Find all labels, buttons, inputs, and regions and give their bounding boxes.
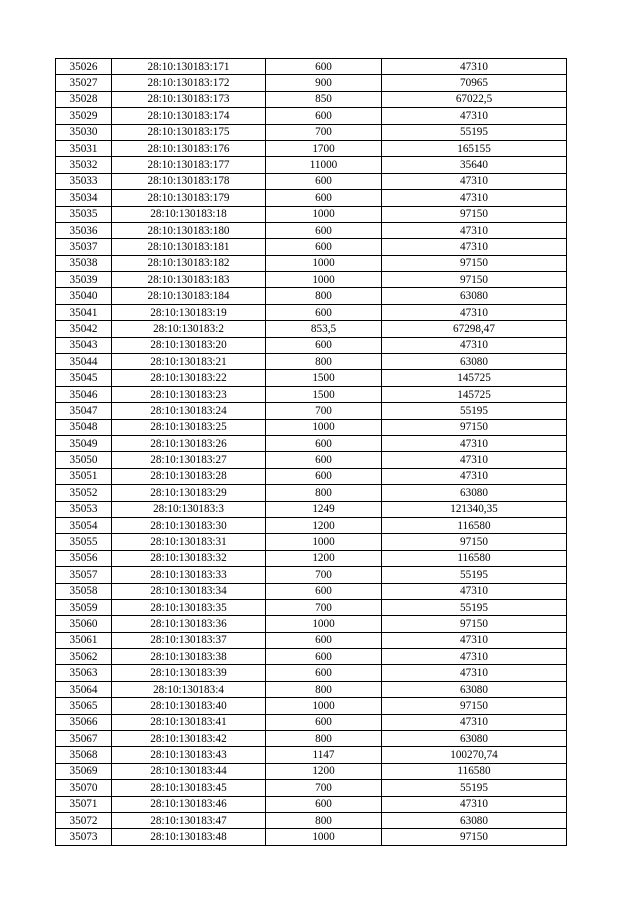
data-table (55, 58, 567, 846)
row-number-cell: 35027 (56, 75, 112, 91)
row-number-cell: 35055 (56, 534, 112, 550)
table-row (56, 91, 567, 107)
cadastral-number-cell: 28:10:130183:37 (112, 632, 266, 648)
value-cell: 165155 (382, 140, 567, 156)
row-number-cell: 35063 (56, 665, 112, 681)
area-cell: 11000 (266, 157, 382, 173)
area-cell: 1000 (266, 698, 382, 714)
cadastral-number-cell: 28:10:130183:173 (112, 91, 266, 107)
value-cell: 47310 (382, 222, 567, 238)
value-cell: 55195 (382, 567, 567, 583)
area-cell: 600 (266, 239, 382, 255)
cadastral-number-cell: 28:10:130183:38 (112, 649, 266, 665)
value-cell: 97150 (382, 616, 567, 632)
area-cell: 600 (266, 714, 382, 730)
table-row (56, 763, 567, 779)
row-number-cell: 35042 (56, 321, 112, 337)
area-cell: 800 (266, 812, 382, 828)
area-cell: 600 (266, 337, 382, 353)
cadastral-number-cell: 28:10:130183:31 (112, 534, 266, 550)
row-number-cell: 35060 (56, 616, 112, 632)
area-cell: 600 (266, 173, 382, 189)
cadastral-number-cell: 28:10:130183:48 (112, 829, 266, 845)
table-row (56, 403, 567, 419)
table-body (56, 59, 567, 846)
area-cell: 600 (266, 222, 382, 238)
row-number-cell: 35039 (56, 272, 112, 288)
cadastral-number-cell: 28:10:130183:47 (112, 812, 266, 828)
row-number-cell: 35070 (56, 780, 112, 796)
table-row (56, 222, 567, 238)
value-cell: 97150 (382, 272, 567, 288)
table-row (56, 517, 567, 533)
row-number-cell: 35066 (56, 714, 112, 730)
area-cell: 800 (266, 681, 382, 697)
cadastral-number-cell: 28:10:130183:34 (112, 583, 266, 599)
area-cell: 600 (266, 468, 382, 484)
table-row (56, 304, 567, 320)
cadastral-number-cell: 28:10:130183:23 (112, 386, 266, 402)
value-cell: 116580 (382, 763, 567, 779)
value-cell: 63080 (382, 288, 567, 304)
area-cell: 900 (266, 75, 382, 91)
value-cell: 63080 (382, 812, 567, 828)
cadastral-number-cell: 28:10:130183:181 (112, 239, 266, 255)
table-row (56, 534, 567, 550)
cadastral-number-cell: 28:10:130183:20 (112, 337, 266, 353)
area-cell: 1147 (266, 747, 382, 763)
cadastral-number-cell: 28:10:130183:2 (112, 321, 266, 337)
row-number-cell: 35032 (56, 157, 112, 173)
cadastral-number-cell: 28:10:130183:171 (112, 59, 266, 75)
table-row (56, 796, 567, 812)
cadastral-number-cell: 28:10:130183:182 (112, 255, 266, 271)
table-row (56, 649, 567, 665)
value-cell: 63080 (382, 485, 567, 501)
row-number-cell: 35054 (56, 517, 112, 533)
value-cell: 97150 (382, 419, 567, 435)
table-row (56, 140, 567, 156)
area-cell: 700 (266, 567, 382, 583)
area-cell: 1200 (266, 517, 382, 533)
row-number-cell: 35051 (56, 468, 112, 484)
value-cell: 47310 (382, 714, 567, 730)
table-row (56, 59, 567, 75)
value-cell: 63080 (382, 354, 567, 370)
table-row (56, 435, 567, 451)
row-number-cell: 35040 (56, 288, 112, 304)
row-number-cell: 35065 (56, 698, 112, 714)
value-cell: 55195 (382, 403, 567, 419)
area-cell: 800 (266, 288, 382, 304)
table-row (56, 157, 567, 173)
value-cell: 47310 (382, 665, 567, 681)
cadastral-number-cell: 28:10:130183:45 (112, 780, 266, 796)
row-number-cell: 35062 (56, 649, 112, 665)
row-number-cell: 35045 (56, 370, 112, 386)
cadastral-number-cell: 28:10:130183:18 (112, 206, 266, 222)
row-number-cell: 35069 (56, 763, 112, 779)
area-cell: 1000 (266, 206, 382, 222)
value-cell: 35640 (382, 157, 567, 173)
row-number-cell: 35049 (56, 435, 112, 451)
table-row (56, 501, 567, 517)
cadastral-number-cell: 28:10:130183:183 (112, 272, 266, 288)
value-cell: 67022,5 (382, 91, 567, 107)
table-row (56, 386, 567, 402)
row-number-cell: 35073 (56, 829, 112, 845)
area-cell: 700 (266, 599, 382, 615)
cadastral-number-cell: 28:10:130183:174 (112, 108, 266, 124)
table-row (56, 599, 567, 615)
table-row (56, 632, 567, 648)
table-row (56, 337, 567, 353)
value-cell: 47310 (382, 435, 567, 451)
area-cell: 600 (266, 108, 382, 124)
row-number-cell: 35029 (56, 108, 112, 124)
table-row (56, 288, 567, 304)
row-number-cell: 35026 (56, 59, 112, 75)
table-row (56, 419, 567, 435)
area-cell: 700 (266, 124, 382, 140)
table-row (56, 370, 567, 386)
table-row (56, 321, 567, 337)
value-cell: 47310 (382, 337, 567, 353)
table-row (56, 190, 567, 206)
cadastral-number-cell: 28:10:130183:24 (112, 403, 266, 419)
area-cell: 1249 (266, 501, 382, 517)
cadastral-number-cell: 28:10:130183:179 (112, 190, 266, 206)
row-number-cell: 35046 (56, 386, 112, 402)
cadastral-number-cell: 28:10:130183:172 (112, 75, 266, 91)
cadastral-number-cell: 28:10:130183:175 (112, 124, 266, 140)
table-row (56, 731, 567, 747)
area-cell: 600 (266, 632, 382, 648)
area-cell: 1700 (266, 140, 382, 156)
area-cell: 800 (266, 485, 382, 501)
table-row (56, 550, 567, 566)
table-row (56, 714, 567, 730)
value-cell: 47310 (382, 190, 567, 206)
value-cell: 55195 (382, 599, 567, 615)
value-cell: 47310 (382, 649, 567, 665)
value-cell: 47310 (382, 239, 567, 255)
cadastral-number-cell: 28:10:130183:44 (112, 763, 266, 779)
area-cell: 1500 (266, 386, 382, 402)
cadastral-number-cell: 28:10:130183:30 (112, 517, 266, 533)
table-row (56, 485, 567, 501)
row-number-cell: 35050 (56, 452, 112, 468)
table-row (56, 206, 567, 222)
value-cell: 97150 (382, 534, 567, 550)
value-cell: 116580 (382, 517, 567, 533)
cadastral-number-cell: 28:10:130183:27 (112, 452, 266, 468)
value-cell: 47310 (382, 583, 567, 599)
value-cell: 47310 (382, 304, 567, 320)
value-cell: 47310 (382, 632, 567, 648)
cadastral-number-cell: 28:10:130183:39 (112, 665, 266, 681)
row-number-cell: 35064 (56, 681, 112, 697)
table-row (56, 698, 567, 714)
area-cell: 600 (266, 665, 382, 681)
area-cell: 853,5 (266, 321, 382, 337)
cadastral-number-cell: 28:10:130183:177 (112, 157, 266, 173)
table-row (56, 468, 567, 484)
area-cell: 600 (266, 583, 382, 599)
table-row (56, 354, 567, 370)
value-cell: 97150 (382, 829, 567, 845)
row-number-cell: 35058 (56, 583, 112, 599)
value-cell: 100270,74 (382, 747, 567, 763)
table-row (56, 583, 567, 599)
cadastral-number-cell: 28:10:130183:176 (112, 140, 266, 156)
table-row (56, 829, 567, 845)
table-row (56, 452, 567, 468)
row-number-cell: 35059 (56, 599, 112, 615)
table-row (56, 239, 567, 255)
area-cell: 600 (266, 649, 382, 665)
area-cell: 800 (266, 731, 382, 747)
cadastral-number-cell: 28:10:130183:21 (112, 354, 266, 370)
table-row (56, 616, 567, 632)
value-cell: 55195 (382, 124, 567, 140)
row-number-cell: 35061 (56, 632, 112, 648)
row-number-cell: 35047 (56, 403, 112, 419)
cadastral-number-cell: 28:10:130183:28 (112, 468, 266, 484)
table-row (56, 567, 567, 583)
area-cell: 600 (266, 452, 382, 468)
value-cell: 121340,35 (382, 501, 567, 517)
value-cell: 145725 (382, 370, 567, 386)
value-cell: 47310 (382, 108, 567, 124)
row-number-cell: 35067 (56, 731, 112, 747)
value-cell: 97150 (382, 255, 567, 271)
area-cell: 800 (266, 354, 382, 370)
row-number-cell: 35035 (56, 206, 112, 222)
value-cell: 47310 (382, 468, 567, 484)
area-cell: 1500 (266, 370, 382, 386)
area-cell: 1200 (266, 550, 382, 566)
row-number-cell: 35071 (56, 796, 112, 812)
area-cell: 1200 (266, 763, 382, 779)
value-cell: 47310 (382, 59, 567, 75)
cadastral-number-cell: 28:10:130183:33 (112, 567, 266, 583)
cadastral-number-cell: 28:10:130183:40 (112, 698, 266, 714)
table-row (56, 747, 567, 763)
area-cell: 850 (266, 91, 382, 107)
table-row (56, 124, 567, 140)
cadastral-number-cell: 28:10:130183:35 (112, 599, 266, 615)
table-row (56, 255, 567, 271)
table-row (56, 681, 567, 697)
table-row (56, 272, 567, 288)
value-cell: 116580 (382, 550, 567, 566)
cadastral-number-cell: 28:10:130183:32 (112, 550, 266, 566)
cadastral-number-cell: 28:10:130183:4 (112, 681, 266, 697)
value-cell: 63080 (382, 731, 567, 747)
row-number-cell: 35057 (56, 567, 112, 583)
value-cell: 63080 (382, 681, 567, 697)
value-cell: 145725 (382, 386, 567, 402)
row-number-cell: 35028 (56, 91, 112, 107)
table-row (56, 173, 567, 189)
row-number-cell: 35038 (56, 255, 112, 271)
row-number-cell: 35034 (56, 190, 112, 206)
row-number-cell: 35052 (56, 485, 112, 501)
area-cell: 600 (266, 796, 382, 812)
area-cell: 1000 (266, 534, 382, 550)
row-number-cell: 35043 (56, 337, 112, 353)
value-cell: 55195 (382, 780, 567, 796)
row-number-cell: 35053 (56, 501, 112, 517)
row-number-cell: 35033 (56, 173, 112, 189)
value-cell: 47310 (382, 796, 567, 812)
area-cell: 600 (266, 59, 382, 75)
table-row (56, 812, 567, 828)
row-number-cell: 35031 (56, 140, 112, 156)
table-row (56, 108, 567, 124)
row-number-cell: 35044 (56, 354, 112, 370)
cadastral-number-cell: 28:10:130183:41 (112, 714, 266, 730)
table-row (56, 665, 567, 681)
value-cell: 97150 (382, 206, 567, 222)
value-cell: 97150 (382, 698, 567, 714)
area-cell: 1000 (266, 255, 382, 271)
area-cell: 700 (266, 780, 382, 796)
cadastral-number-cell: 28:10:130183:46 (112, 796, 266, 812)
area-cell: 1000 (266, 272, 382, 288)
value-cell: 70965 (382, 75, 567, 91)
row-number-cell: 35072 (56, 812, 112, 828)
area-cell: 1000 (266, 419, 382, 435)
cadastral-number-cell: 28:10:130183:3 (112, 501, 266, 517)
area-cell: 1000 (266, 616, 382, 632)
row-number-cell: 35068 (56, 747, 112, 763)
cadastral-number-cell: 28:10:130183:184 (112, 288, 266, 304)
row-number-cell: 35056 (56, 550, 112, 566)
value-cell: 47310 (382, 452, 567, 468)
cadastral-number-cell: 28:10:130183:43 (112, 747, 266, 763)
cadastral-number-cell: 28:10:130183:180 (112, 222, 266, 238)
row-number-cell: 35048 (56, 419, 112, 435)
cadastral-number-cell: 28:10:130183:36 (112, 616, 266, 632)
cadastral-number-cell: 28:10:130183:19 (112, 304, 266, 320)
cadastral-number-cell: 28:10:130183:178 (112, 173, 266, 189)
value-cell: 47310 (382, 173, 567, 189)
area-cell: 600 (266, 190, 382, 206)
row-number-cell: 35037 (56, 239, 112, 255)
cadastral-number-cell: 28:10:130183:25 (112, 419, 266, 435)
cadastral-number-cell: 28:10:130183:22 (112, 370, 266, 386)
area-cell: 600 (266, 435, 382, 451)
area-cell: 700 (266, 403, 382, 419)
cadastral-number-cell: 28:10:130183:29 (112, 485, 266, 501)
area-cell: 1000 (266, 829, 382, 845)
cadastral-number-cell: 28:10:130183:42 (112, 731, 266, 747)
table-row (56, 75, 567, 91)
row-number-cell: 35041 (56, 304, 112, 320)
table-row (56, 780, 567, 796)
row-number-cell: 35036 (56, 222, 112, 238)
area-cell: 600 (266, 304, 382, 320)
row-number-cell: 35030 (56, 124, 112, 140)
cadastral-number-cell: 28:10:130183:26 (112, 435, 266, 451)
value-cell: 67298,47 (382, 321, 567, 337)
